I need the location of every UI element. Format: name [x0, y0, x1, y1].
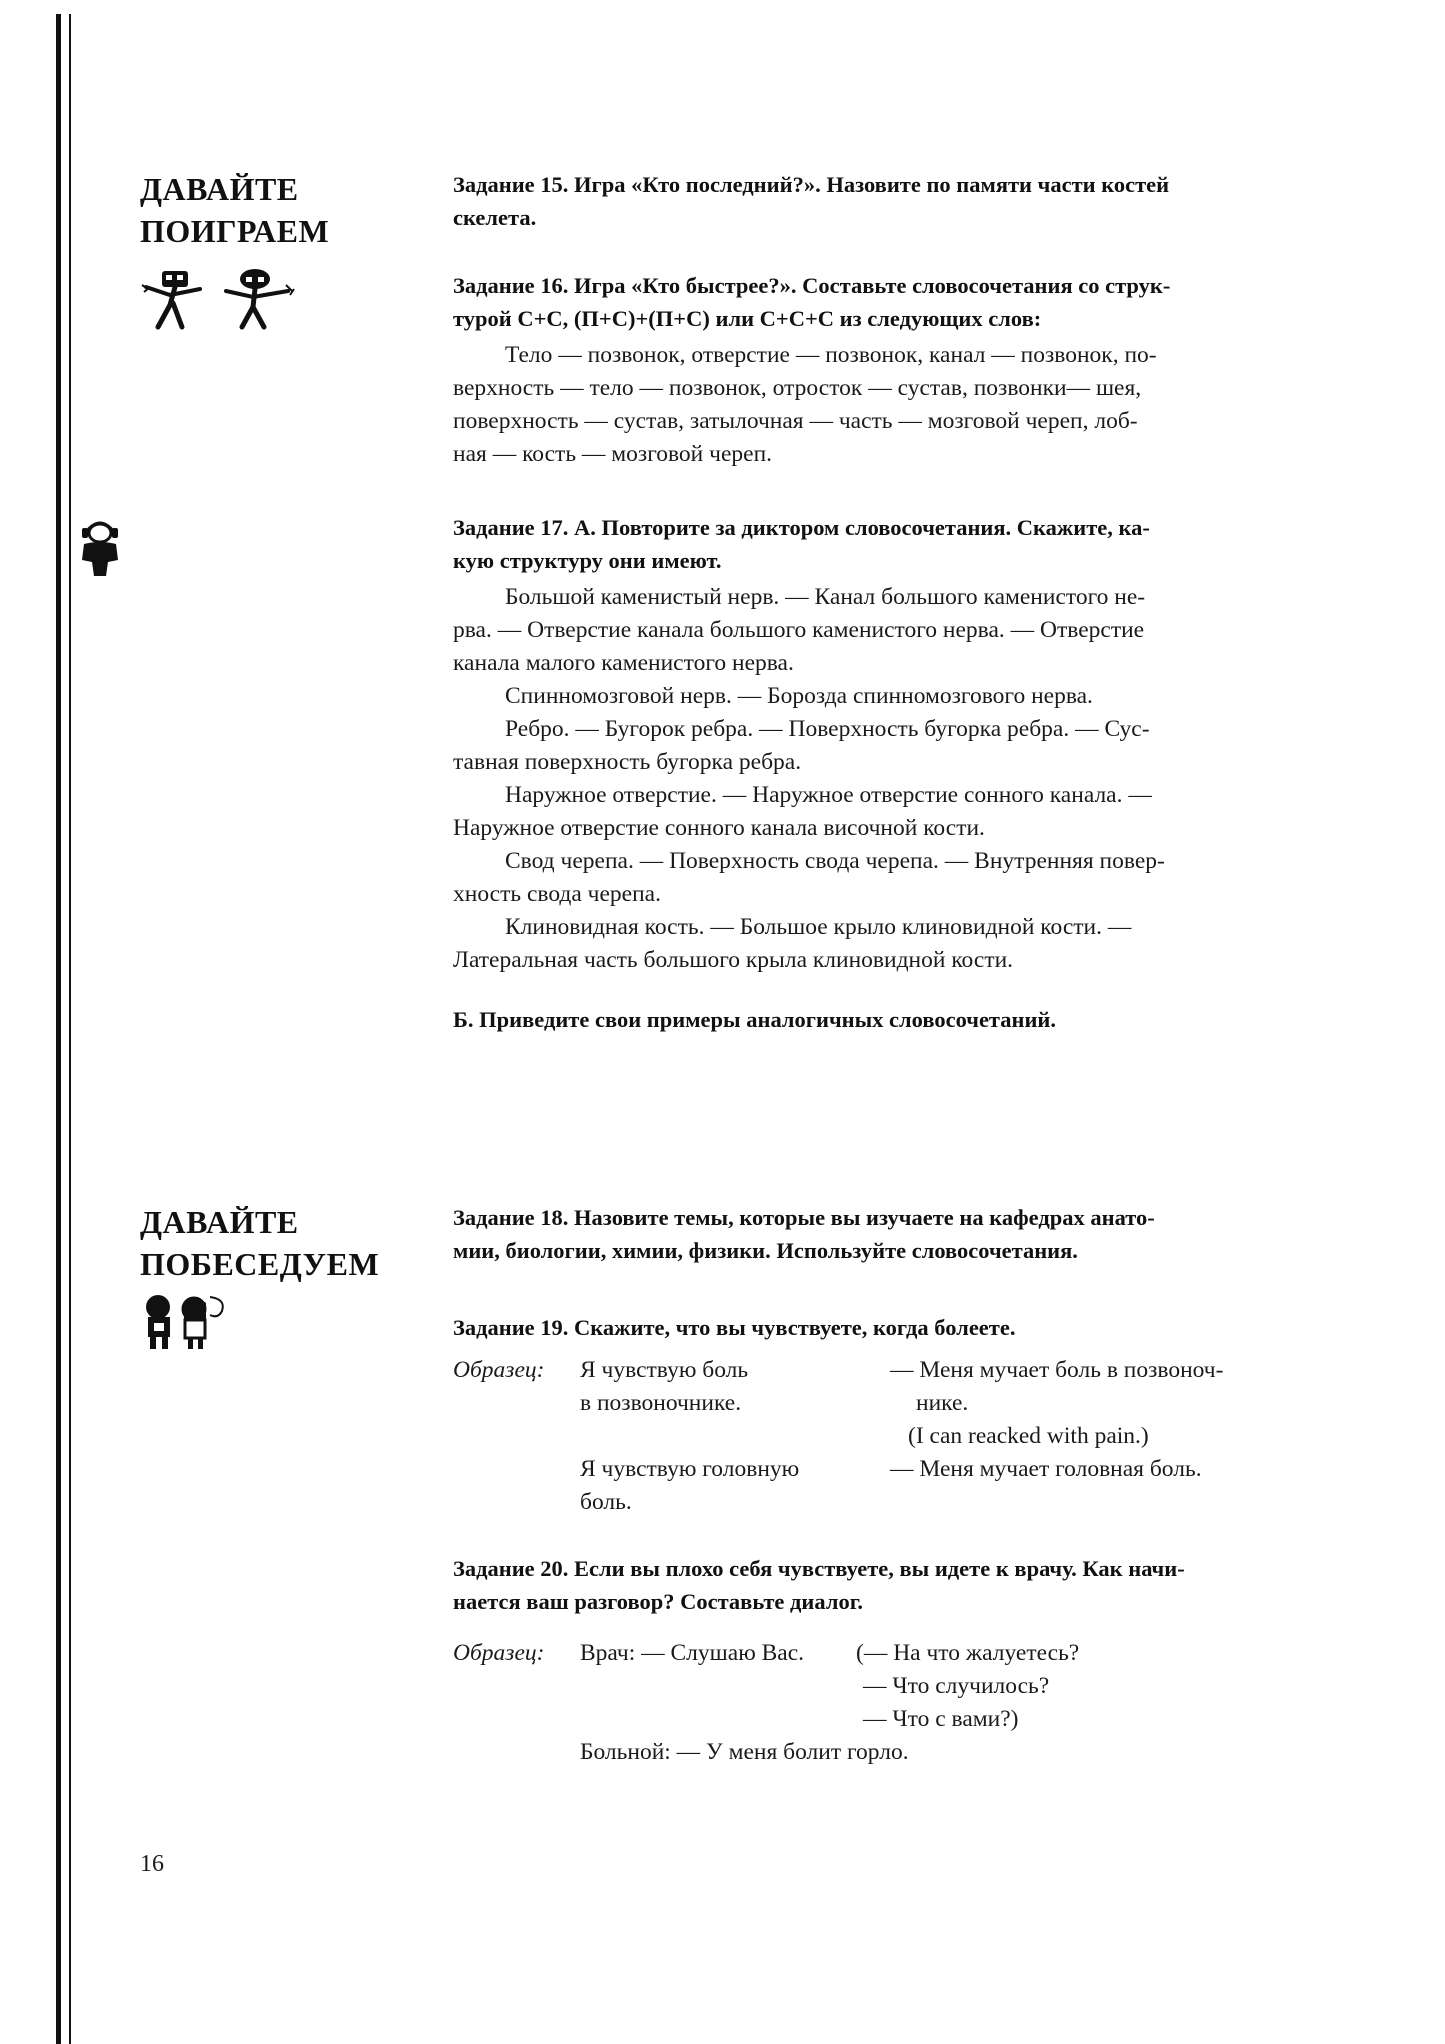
- margin-rule-thick: [56, 14, 61, 2044]
- sample-right-line: — Меня мучает боль в позвоноч-: [890, 1357, 1224, 1383]
- section-heading-talk: ДАВАЙТЕ ПОБЕСЕДУЕМ: [140, 1204, 380, 1282]
- sample-left-line: боль.: [580, 1489, 632, 1515]
- task-17-title: Задание 17. А. Повторите за диктором словосочетания. Скажите, ка- кую структуру они имеют.: [453, 515, 1150, 573]
- task-20-title: Задание 20. Если вы плохо себя чувствуете, вы идете к врачу. Как начи- нается ваш разговор? Составьте диалог.: [453, 1556, 1185, 1614]
- sample-left-line: в позвоночнике.: [580, 1390, 742, 1416]
- task-19: [453, 1311, 1293, 1344]
- sample-label: Образец:: [453, 1640, 545, 1666]
- sample-right-line: (I can reacked with pain.): [908, 1423, 1149, 1449]
- sample-left-line: Я чувствую головную: [580, 1456, 800, 1482]
- sample-label: Образец:: [453, 1357, 545, 1383]
- doctor-option: — Что случилось?: [863, 1673, 1050, 1699]
- task-16-words: Тело — позвонок, отверстие — позвонок, канал — позвонок, по- верхность — тело — позвонок, отросток — сустав, позвонки— шея, поверхность — сустав, затылочная — часть — мозговой череп, лоб- ная — кость — мозговой череп.: [453, 342, 1157, 467]
- two-dancing-figures-icon: [140, 265, 300, 333]
- task-20-sample: [453, 1637, 1293, 1777]
- doctor-option: — Что с вами?): [863, 1706, 1019, 1732]
- section-heading-play: ДАВАЙТЕ ПОИГРАЕМ: [140, 171, 330, 249]
- patient-line: Больной: — У меня болит горло.: [580, 1739, 909, 1765]
- task-17-phrases: Большой каменистый нерв. — Канал большого каменистого не- рва. — Отверстие канала большого каменистого нерва. — Отверстие канала малого каменистого нерва. Спинномозговой нерв. — Борозда спинномозгового нерва. Ребро. — Бугорок ребра. — Поверхность бугорка ребра. — Сус- тавная поверхность бугорка ребра. Наружное отверстие. — Наружное отверстие сонного канала. — Наружное отверстие сонного канала височной кости. Свод черепа. — Поверхность свода черепа. — Внутренняя повер- хность свода черепа. Клиновидная кость. — Большое крыло клиновидной кости. — Латеральная часть большого крыла клиновидной кости.: [453, 584, 1165, 973]
- task-15-title: Задание 15. Игра «Кто последний?». Назовите по памяти части костей скелета.: [453, 172, 1170, 230]
- sample-right-line: нике.: [916, 1390, 969, 1416]
- sample-right-line: — Меня мучает головная боль.: [890, 1456, 1202, 1482]
- task-16-title: Задание 16. Игра «Кто быстрее?». Составьте словосочетания со струк- турой С+С, (П+С)+(П+С) или С+С+С из следующих слов:: [453, 273, 1171, 331]
- margin-rule-thin: [69, 14, 71, 2044]
- task-18: [453, 1201, 1293, 1267]
- page-number: 16: [140, 1851, 164, 1877]
- task-20: [453, 1552, 1293, 1618]
- two-talking-figures-icon: [140, 1293, 230, 1351]
- sample-left-line: Я чувствую боль: [580, 1357, 749, 1383]
- task-17-part-b: Б. Приведите свои примеры аналогичных словосочетаний.: [453, 1007, 1057, 1032]
- task-18-title: Задание 18. Назовите темы, которые вы изучаете на кафедрах анато- мии, биологии, химии, физики. Используйте словосочетания.: [453, 1205, 1155, 1263]
- task-19-sample: [453, 1354, 1293, 1524]
- task-17: [453, 511, 1293, 1036]
- task-16: [453, 269, 1293, 471]
- task-15: [453, 168, 1293, 234]
- task-19-title: Задание 19. Скажите, что вы чувствуете, когда болеете.: [453, 1315, 1016, 1340]
- doctor-option: (— На что жалуетесь?: [856, 1640, 1080, 1666]
- doctor-line: Врач: — Слушаю Вас.: [580, 1640, 805, 1666]
- headphones-figure-icon: [78, 516, 122, 578]
